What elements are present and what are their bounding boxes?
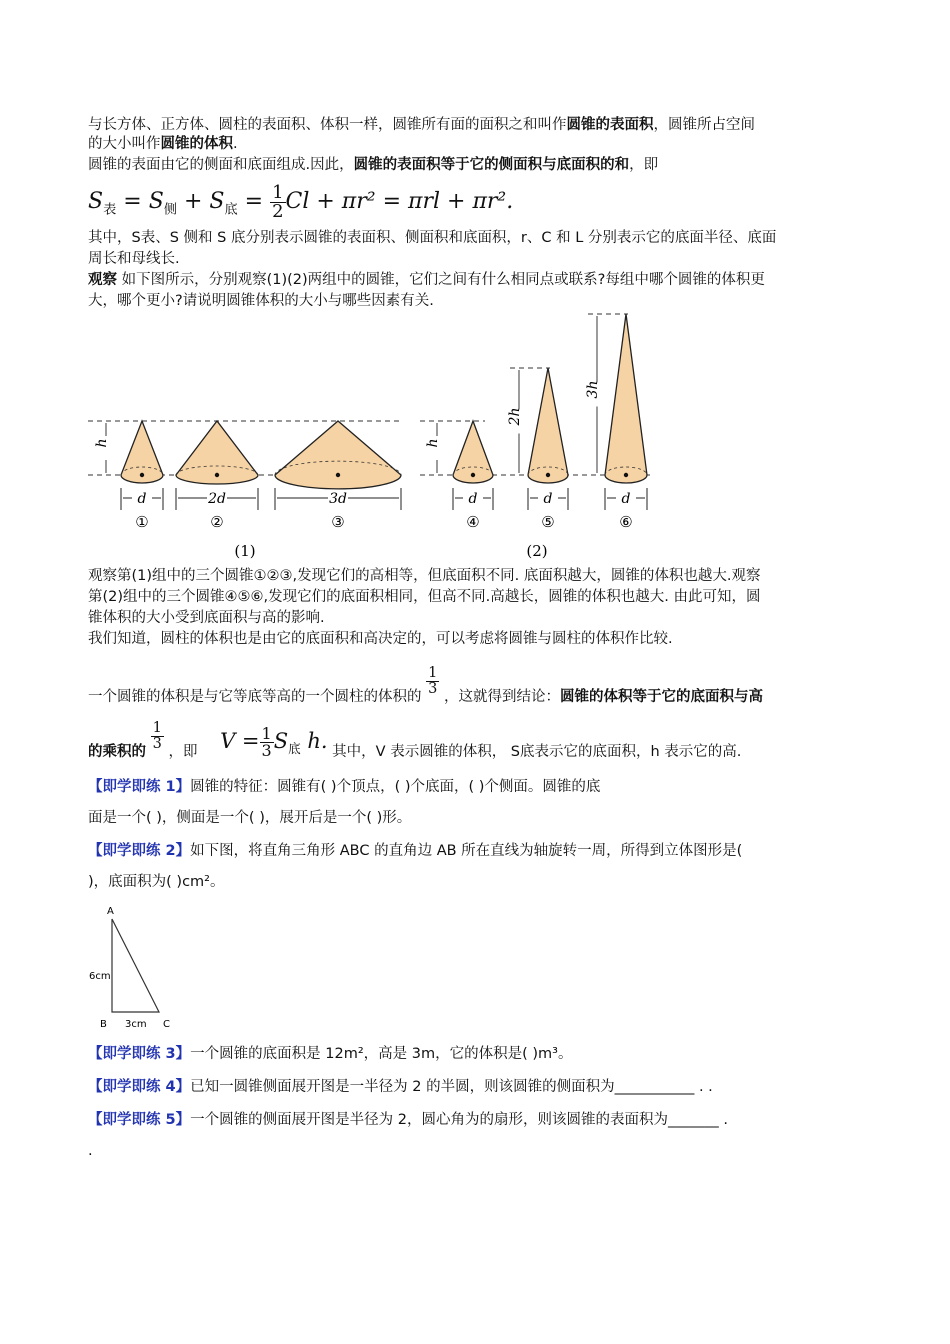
cone-center (140, 473, 144, 477)
cone-center (546, 473, 550, 477)
exercise-label: 【即学即练 1】 (88, 779, 191, 795)
conclusion-line-2: 的乘积的 $\frac{1}{3}$ ，即 V = $\frac{1}{3}$ $S_底$ h. 其中，V 表示圆锥的体积， S底表示它的底面积，h 表示它的高. (88, 720, 742, 760)
text-line (88, 630, 673, 648)
diameter-label: d (468, 491, 478, 507)
text-segment: ，圆锥所占空间 (653, 117, 755, 133)
exercise-label: 【即学即练 3】 (88, 1046, 191, 1062)
conclusion-line-1: 一个圆锥的体积是与它等底等高的一个圆柱的体积的 $\frac{1}{3}$ ，这就得到结论：圆锥的体积等于它的底面积与高 (88, 665, 763, 705)
cone-number: ⑥ (619, 513, 633, 531)
diameter-label: d (621, 491, 631, 507)
label-a: A (107, 906, 114, 917)
label-ab-length: 6cm (89, 971, 111, 982)
text-line (88, 778, 600, 796)
cone-number: ⑤ (541, 513, 555, 531)
bold-term: 圆锥的表面积 (566, 117, 654, 133)
cone-center (624, 473, 628, 477)
text-line (88, 1111, 728, 1129)
cone-center (471, 473, 475, 477)
diameter-label: 2d (208, 491, 226, 507)
text-segment: 与长方体、正方体、圆柱的表面积、体积一样，圆锥所有面的面积之和叫作 (88, 117, 567, 133)
text-segment: 面是一个( )，侧面是一个( )，展开后是一个( )形。 (88, 810, 412, 826)
cones-figure (0, 0, 950, 570)
cone-number: ① (135, 513, 149, 531)
bold-term: 圆锥的体积 (160, 136, 233, 152)
text-segment: 圆锥的表面由它的侧面和底面组成.因此， (88, 157, 354, 173)
text-segment: 第(2)组中的三个圆锥④⑤⑥,发现它们的底面积相同，但高不同.高越长，圆锥的体积也越大. 由此可知，圆 (88, 589, 761, 605)
text-segment: 大，哪个更小?请说明圆锥体积的大小与哪些因素有关. (88, 293, 434, 309)
text-line (88, 588, 760, 606)
text-line (88, 1142, 93, 1160)
text-segment: 一个圆锥的侧面展开图是半径为 2，圆心角为的扇形，则该圆锥的表面积为_______ . (190, 1112, 728, 1128)
cone-number: ② (210, 513, 224, 531)
cone (528, 368, 568, 483)
text-segment: 如下图，将直角三角形 ABC 的直角边 AB 所在直线为轴旋转一周，所得到立体图形是( (190, 843, 743, 859)
triangle-abc (112, 919, 159, 1012)
group-label: (1) (234, 542, 256, 560)
text-segment: 已知一圆锥侧面展开图是一半径为 2 的半圆，则该圆锥的侧面积为___________ . . (190, 1079, 713, 1095)
text-line (88, 809, 411, 827)
volume-formula: V = $\frac{1}{3}$ $S_底$ h. (220, 724, 328, 760)
cone-number: ④ (466, 513, 480, 531)
text-segment: 其中，S表、S 侧和 S 底分别表示圆锥的表面积、侧面积和底面积，r、C 和 L 分别表示它的底面半径、底面 (88, 230, 777, 246)
text-segment: . (88, 1143, 93, 1159)
diameter-label: d (543, 491, 553, 507)
text-line (88, 873, 225, 891)
triangle-figure (80, 895, 200, 1035)
exercise-label: 【即学即练 2】 (88, 843, 191, 859)
text-segment: 圆锥的特征：圆锥有( )个顶点，( )个底面，( )个侧面。圆锥的底 (190, 779, 601, 795)
cone-center (336, 473, 340, 477)
height-label: 3h (585, 380, 601, 399)
cone (275, 421, 401, 489)
label-bc-length: 3cm (125, 1019, 147, 1030)
text-line (88, 1045, 572, 1063)
text-segment: 如下图所示，分别观察(1)(2)两组中的圆锥，它们之间有什么相同点或联系?每组中哪个圆锥的体积更 (117, 272, 765, 288)
cone-center (215, 473, 219, 477)
text-segment: 一个圆锥的底面积是 12m²，高是 3m，它的体积是( )m³。 (190, 1046, 573, 1062)
bold-term: 观察 (88, 272, 117, 288)
label-c: C (163, 1019, 170, 1030)
text-segment: )，底面积为( )cm²。 (88, 874, 225, 890)
text-segment: 我们知道，圆柱的体积也是由它的底面积和高决定的，可以考虑将圆锥与圆柱的体积作比较. (88, 631, 673, 647)
text-segment: 锥体积的大小受到底面积与高的影响. (88, 610, 325, 626)
group-label: (2) (526, 542, 548, 560)
text-line (88, 842, 742, 860)
text-line (88, 1078, 713, 1096)
text-line (88, 609, 325, 627)
height-label: h (425, 438, 441, 448)
text-segment: ，即 (629, 157, 659, 173)
diameter-label: d (137, 491, 147, 507)
cone (605, 314, 647, 483)
cone-number: ③ (331, 513, 345, 531)
surface-area-formula: $S_表 = S_侧 + S_底$ = $\frac{1}{2}$ Cl + πr² = πrl + πr². (88, 181, 514, 222)
bold-term: 圆锥的表面积等于它的侧面积与底面积的和 (353, 157, 630, 173)
height-label: h (94, 438, 110, 448)
text-segment: 周长和母线长. (88, 251, 180, 267)
diameter-label: 3d (329, 491, 347, 507)
exercise-label: 【即学即练 4】 (88, 1079, 191, 1095)
text-segment: . (233, 136, 238, 152)
height-label: 2h (507, 407, 523, 426)
exercise-label: 【即学即练 5】 (88, 1112, 191, 1128)
text-segment: 观察第(1)组中的三个圆锥①②③,发现它们的高相等，但底面积不同. 底面积越大，圆锥的体积也越大.观察 (88, 568, 761, 584)
label-b: B (100, 1019, 107, 1030)
text-segment: 的大小叫作 (88, 136, 161, 152)
